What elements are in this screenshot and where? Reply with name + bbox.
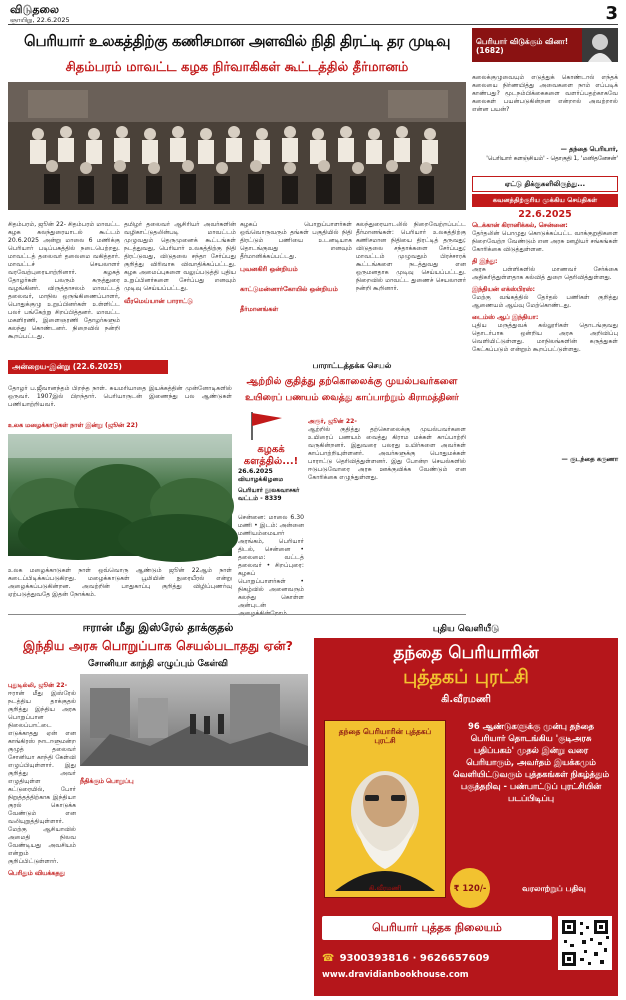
news-brief-item [472, 286, 618, 310]
lead-story-col3-text: கழகப் பொறுப்பாளர்கள் ஒவ்வொருவரும் தங்கள் பகுதியில் நிதி திரட்டும் பணியை உடனடியாக தொடங்குவது எனவும் தீர்மானிக்கப்பட்டது. [240, 221, 352, 260]
issue-date: ஞாயிறு, 22.6.2025 [10, 16, 70, 24]
book-ad [314, 620, 618, 996]
event-notice-series: பெரியார் நூலகவாசகர் வட்டம் - 8339 [238, 487, 300, 502]
news-brief-item-heading: டைம்ஸ் ஆப் இந்தியா: [472, 314, 539, 321]
flag-icon [238, 410, 304, 440]
lead-story-column-2 [124, 213, 236, 355]
masthead-title: விடுதலை [10, 3, 60, 16]
price-badge [450, 868, 490, 908]
news-brief-item-heading: இந்தியன் எக்ஸ்பிரஸ்: [472, 286, 536, 293]
news-brief-title-bar [472, 194, 618, 207]
section-divider [8, 614, 466, 615]
book-ad-title-2: புத்தகப் புரட்சி [403, 666, 529, 688]
anru-inru-body: தோழர் ப.ஜீவானந்தம் பிறந்த நாள். சுயமரியாதை இயக்கத்தின் முன்னோடிகளில் ஒருவர். 1907இல் பிறந்தார். பெரியாருடன் இணைந்து பல ஆண்டுகள் பணியாற்றியவர். [8, 385, 232, 408]
iran-story-body: ஈரான் மீது இஸ்ரேல் நடத்திய தாக்குதல் குறித்து இந்திய அரசு பொறுப்பான நிலைப்பாட்டை எடுக்காதது ஏன் என காங்கிரஸ் நாடாளுமன்ற குழுத் தலைவர் சோனியா காந்தி கேள்வி எழுப்பியுள்ளார். இது குறித்து அவர் எழுதியுள்ள கட்டுரையில், போர் நிறுத்தத்திற்காக இந்தியா குரல் கொடுக்க வேண்டும் என வலியுறுத்தியுள்ளார். மேற்கு ஆசியாவில் அமைதி நிலவ வேண்டியது அவசியம் என்றும் குறிப்பிட்டுள்ளார். [8, 690, 76, 865]
news-brief-item-text: தேர்தலின் பொழுது கொடுக்கப்பட்ட வாக்குறுதிகளை நிறைவேற்ற வேண்டும் என அரசு ஊழியர் சங்கங்கள் கோரிக்கை விடுத்துள்ளன. [472, 230, 618, 253]
iran-story-subhead: பெரிதும் வியக்கதது [8, 870, 66, 877]
lead-story-column-1 [8, 213, 120, 355]
iran-story-col-2 [80, 770, 308, 996]
iran-story-headline-2: இந்திய அரசு பொறுப்பாக செயல்படாதது ஏன்? [23, 638, 293, 653]
book-ad-title-1: தந்தை பெரியாரின் [393, 643, 539, 663]
suicide-story-headline-1: ஆற்றில் குதித்து தற்கொலைக்கு முயல்பவர்களை [246, 376, 458, 387]
rainforest-illustration [8, 434, 232, 556]
news-brief-item-text: மேற்கு வங்கத்தில் தேர்தல் பணிகள் குறித்து ஆணையம் ஆய்வு மேற்கொண்டது. [472, 294, 618, 309]
anru-inru-caption: உலக மழைக்காடுகள் நாள் இன்று (ஜூன் 22) [8, 422, 138, 429]
lead-story-col2-text: தமிழர் தலைவர் ஆசிரியர் அவர்களின் வழிகாட்டுதலின்படி மாவட்டம் முழுவதும் தெருமுனைக் கூட்டங்கள் நடத்துவது, பெரியார் உலகத்திற்கு நிதி திரட்டுவது, விடுதலை சந்தா சேர்ப்பது குறித்து விரிவாக விவாதிக்கப்பட்டது. கழக அமைப்புகளை வலுப்படுத்தி புதிய உறுப்பினர்களை சேர்ப்பது எனவும் முடிவு செய்யப்பட்டது. [124, 221, 236, 292]
news-brief-signature: — குடந்தை கருணா [561, 456, 618, 463]
anru-inru-text [8, 377, 232, 421]
rubble-illustration [80, 674, 308, 766]
publisher-bar [322, 916, 552, 940]
periyar-question-title: பெரியார் விடுக்கும் வினா! (1682) [476, 37, 569, 55]
lead-headline: பெரியார் உலகத்திற்கு கணிசமான அளவில் நிதி திரட்டி தர முடிவு [24, 33, 450, 50]
page-number: 3 [605, 3, 618, 24]
periyar-question-source: 'பெரியார் களஞ்சியம்' - தொகுதி 1, 'மனிதனேசன்' [486, 156, 618, 162]
news-brief-item-text: அரசு பள்ளிகளில் மாணவர் சேர்க்கை அதிகரித்துள்ளதாக கல்வித் துறை தெரிவித்துள்ளது. [472, 266, 618, 281]
rainforest-photo [8, 434, 232, 556]
publisher-phones [322, 946, 552, 962]
suicide-story-body: ஆற்றில் குதித்து தற்கொலைக்கு முயல்பவர்களை உயிரைப் பணயம் வைத்து கிராம மக்கள் காப்பாற்றி வருகின்றனர். இதுவரை பலரது உயிர்களை அவர்கள் காப்பாற்றியுள்ளனர். அவர்களுக்கு பொதுமக்கள் பாராட்டு தெரிவித்துள்ளனர். இது போன்ற செயல்களில் ஈடுபடுவோரை அரசு ஊக்குவிக்க வேண்டும் என கோரிக்கை எழுந்துள்ளது. [308, 426, 466, 481]
news-brief-item-heading: தி இந்து: [472, 258, 498, 265]
news-brief-date: 22.6.2025 [518, 209, 572, 220]
news-brief-items [472, 222, 618, 454]
iran-story-photo [80, 674, 308, 766]
event-notice-title: கழகக் களத்தில்...! [243, 444, 299, 467]
qr-code-icon[interactable] [558, 916, 612, 970]
price-caption: வரலாற்றுப் பதிவு [522, 884, 586, 893]
group-photo-illustration [8, 82, 466, 210]
suicide-story-text [308, 410, 466, 610]
news-brief-item-text: புதிய மருத்துவக் கல்லூரிகள் தொடங்குவது தொடர்பாக ஒன்றிய அரசு அறிவிப்பு வெளியிட்டுள்ளது. மாநிலங்களின் கருத்துகள் கேட்கப்படும் என்றும் கூறப்பட்டுள்ளது. [472, 322, 618, 353]
iran-story-headline-1: ஈரான் மீது இஸ்ரேல் தாக்குதல் [82, 621, 234, 634]
iran-story-headline-3: சோனியா காந்தி எழுப்பும் கேள்வி [87, 659, 229, 669]
event-notice-date: 26.6.2025 வியாழக்கிழமை [238, 468, 284, 483]
anru-inru-title: அன்றைய-இன்று (22.6.2025) [12, 362, 122, 371]
periyar-portrait-icon [582, 28, 618, 62]
news-brief-title: கவனத்திற்குரிய முக்கிய செய்திகள் [492, 196, 598, 204]
rainforest-story-text: உலக மழைக்காடுகள் நாள் ஒவ்வொரு ஆண்டும் ஜூன் 22ஆம் நாள் கடைப்பிடிக்கப்படுகிறது. மழைக்காடுகள் பூமியின் நுரையீரல் என்று அழைக்கப்படுகின்றன. அவற்றின் பாதுகாப்பு குறித்து விழிப்புணர்வு ஏற்படுத்துவதே இதன் நோக்கம். [8, 567, 232, 598]
periyar-portrait-icon [325, 751, 445, 891]
iran-story-subhead-2: நீதிக்கும் பொறுப்பு [80, 778, 134, 785]
news-brief-item [472, 222, 618, 254]
news-brief-item [472, 258, 618, 282]
book-ad-author: கி.வீரமணி [441, 694, 491, 705]
lead-story-column-3 [240, 213, 352, 355]
lead-subheadline: சிதம்பரம் மாவட்ட கழக நிர்வாகிகள் கூட்டத்தில் தீர்மானம் [65, 60, 409, 75]
list-heading-bhuvanagiri: புவனகிரி ஒன்றியம் [240, 265, 298, 273]
publisher-name: பெரியார் புத்தக நிலையம் [372, 921, 502, 934]
news-brief-item-heading: டெக்கான் கிரானிக்கல், சென்னை: [472, 222, 568, 229]
list-heading-resolutions: தீர்மானங்கள் [240, 305, 279, 313]
news-brief-item [472, 314, 618, 354]
rainforest-story [8, 559, 232, 611]
suicide-story-headline-2: உயிரைப் பணயம் வைத்து காப்பாற்றும் கிராமத்தினர் [245, 393, 459, 403]
price-value: ₹ 120/- [453, 883, 487, 893]
lead-photo-group-meeting [8, 82, 466, 210]
lead-story-subhead: வீரமெய்யான் பாராட்டு [124, 297, 193, 305]
news-brief-label [472, 176, 618, 192]
anru-inru-banner [8, 360, 168, 374]
iran-story-col-1 [8, 674, 76, 996]
suicide-story-dateline: அரூர், ஜூன் 22- [308, 418, 357, 425]
periyar-question-banner [472, 28, 618, 62]
book-cover [324, 720, 446, 898]
event-notice-text [238, 506, 304, 610]
periyar-question-body: கலைக்குழுவையும் எடுத்துக் கொண்டால் எந்தக் கலையை நிர்ணயித்து அவைகளை நாம் எப்படிக் காண்பது? மூடநம்பிக்கைகளை வளர்ப்பதற்காகவே கலைகள் பயன்படுகின்றன என்றால் அவற்றால் என்ன பயன்? [472, 74, 618, 113]
lead-story-col4-text: கலந்துரையாடலில் நிறைவேற்றப்பட்ட தீர்மானங்கள்: பெரியார் உலகத்திற்கு கணிசமான நிதியை திரட்டித் தருவது; விடுதலை சந்தாக்களை சேர்ப்பது; மாவட்டம் முழுவதும் பிரச்சாரக் கூட்டங்களை நடத்துவது என ஒருமனதாக முடிவு செய்யப்பட்டது. நிறைவில் மாவட்ட துணைச் செயலாளர் நன்றி கூறினார். [356, 221, 466, 292]
publisher-website[interactable]: www.dravidianbookhouse.com [322, 970, 469, 980]
iran-story-dateline: புதுடில்லி, ஜூன் 22- [8, 682, 68, 689]
phone-icon: ☎ [322, 953, 335, 964]
lead-story-col1-text: சிதம்பரம், ஜூன் 22- சிதம்பரம் மாவட்ட கழக கலந்துரையாடல் கூட்டம் 20.6.2025 அன்று மாலை 6 மணிக்கு பெரியார் படிப்பகத்தில் நடைபெற்றது. மாவட்டத் தலைவர் தலைமை வகித்தார். மாவட்டச் செயலாளர் வரவேற்புரையாற்றினார். கழகத் தோழர்கள் பலரும் கருத்துரை வழங்கினர். விருத்தாசலம் மாவட்டத் தலைவர், மாநில ஒருங்கிணைப்பாளர், பொதுக்குழு உறுப்பினர்கள் உள்ளிட்ட பலர் பங்கேற்று சிறப்பித்தனர். மாவட்ட மகளிரணி, இளைஞரணி தோழர்களும் கலந்து கொண்டனர். நிறைவில் நன்றி கூறப்பட்டது. [8, 221, 120, 340]
masthead [10, 4, 210, 22]
news-brief-label-text: ஏட்டு திக்குகளிலிருந்து... [504, 180, 586, 188]
publisher-phone-numbers: 9300393816 · 9626657609 [339, 953, 490, 964]
book-ad-description: 96 ஆண்டுகளுக்கு முன்பு தந்தை பெரியார் தொடங்கிய 'குடிஅரசு பதிப்பகம்' முதல் இன்று வரை பெரியாரும், அவர்தம் இயக்கமும் வெளியிட்டுவரும் புத்தகங்கள் நிகழ்த்தும் பகுத்தறிவு - பண்பாட்டுப் புரட்சியின் படப்பிடிப்பு [452, 721, 610, 803]
suicide-story-kicker: பாராட்டத்தக்க செயல் [312, 361, 392, 370]
lead-story-column-4 [356, 213, 466, 355]
periyar-question-text [472, 66, 618, 144]
periyar-question-attribution: — தந்தை பெரியார், [560, 146, 618, 153]
header-rule [8, 24, 618, 25]
book-ad-banner-text: புதிய வெளியீடு [432, 624, 500, 634]
book-cover-title: தந்தை பெரியாரின் புத்தகப் புரட்சி [338, 727, 432, 745]
book-cover-author: கி.வீரமணி [368, 884, 402, 892]
event-notice-body: சென்னை: மாலை 6.30 மணி • இடம்: அன்னை மணியம்மையார் அரங்கம், பெரியார் திடல், சென்னை • தலைமை: வட்டத் தலைவர் • சிறப்புரை: கழகப் பொறுப்பாளர்கள் • நிகழ்வில் அனைவரும் கலந்து கொள்ள அன்புடன் [238, 514, 304, 609]
book-ad-banner [314, 620, 618, 638]
list-heading-kattumannarkoil: காட்டுமன்னார்கோயில் ஒன்றியம் [240, 285, 338, 293]
